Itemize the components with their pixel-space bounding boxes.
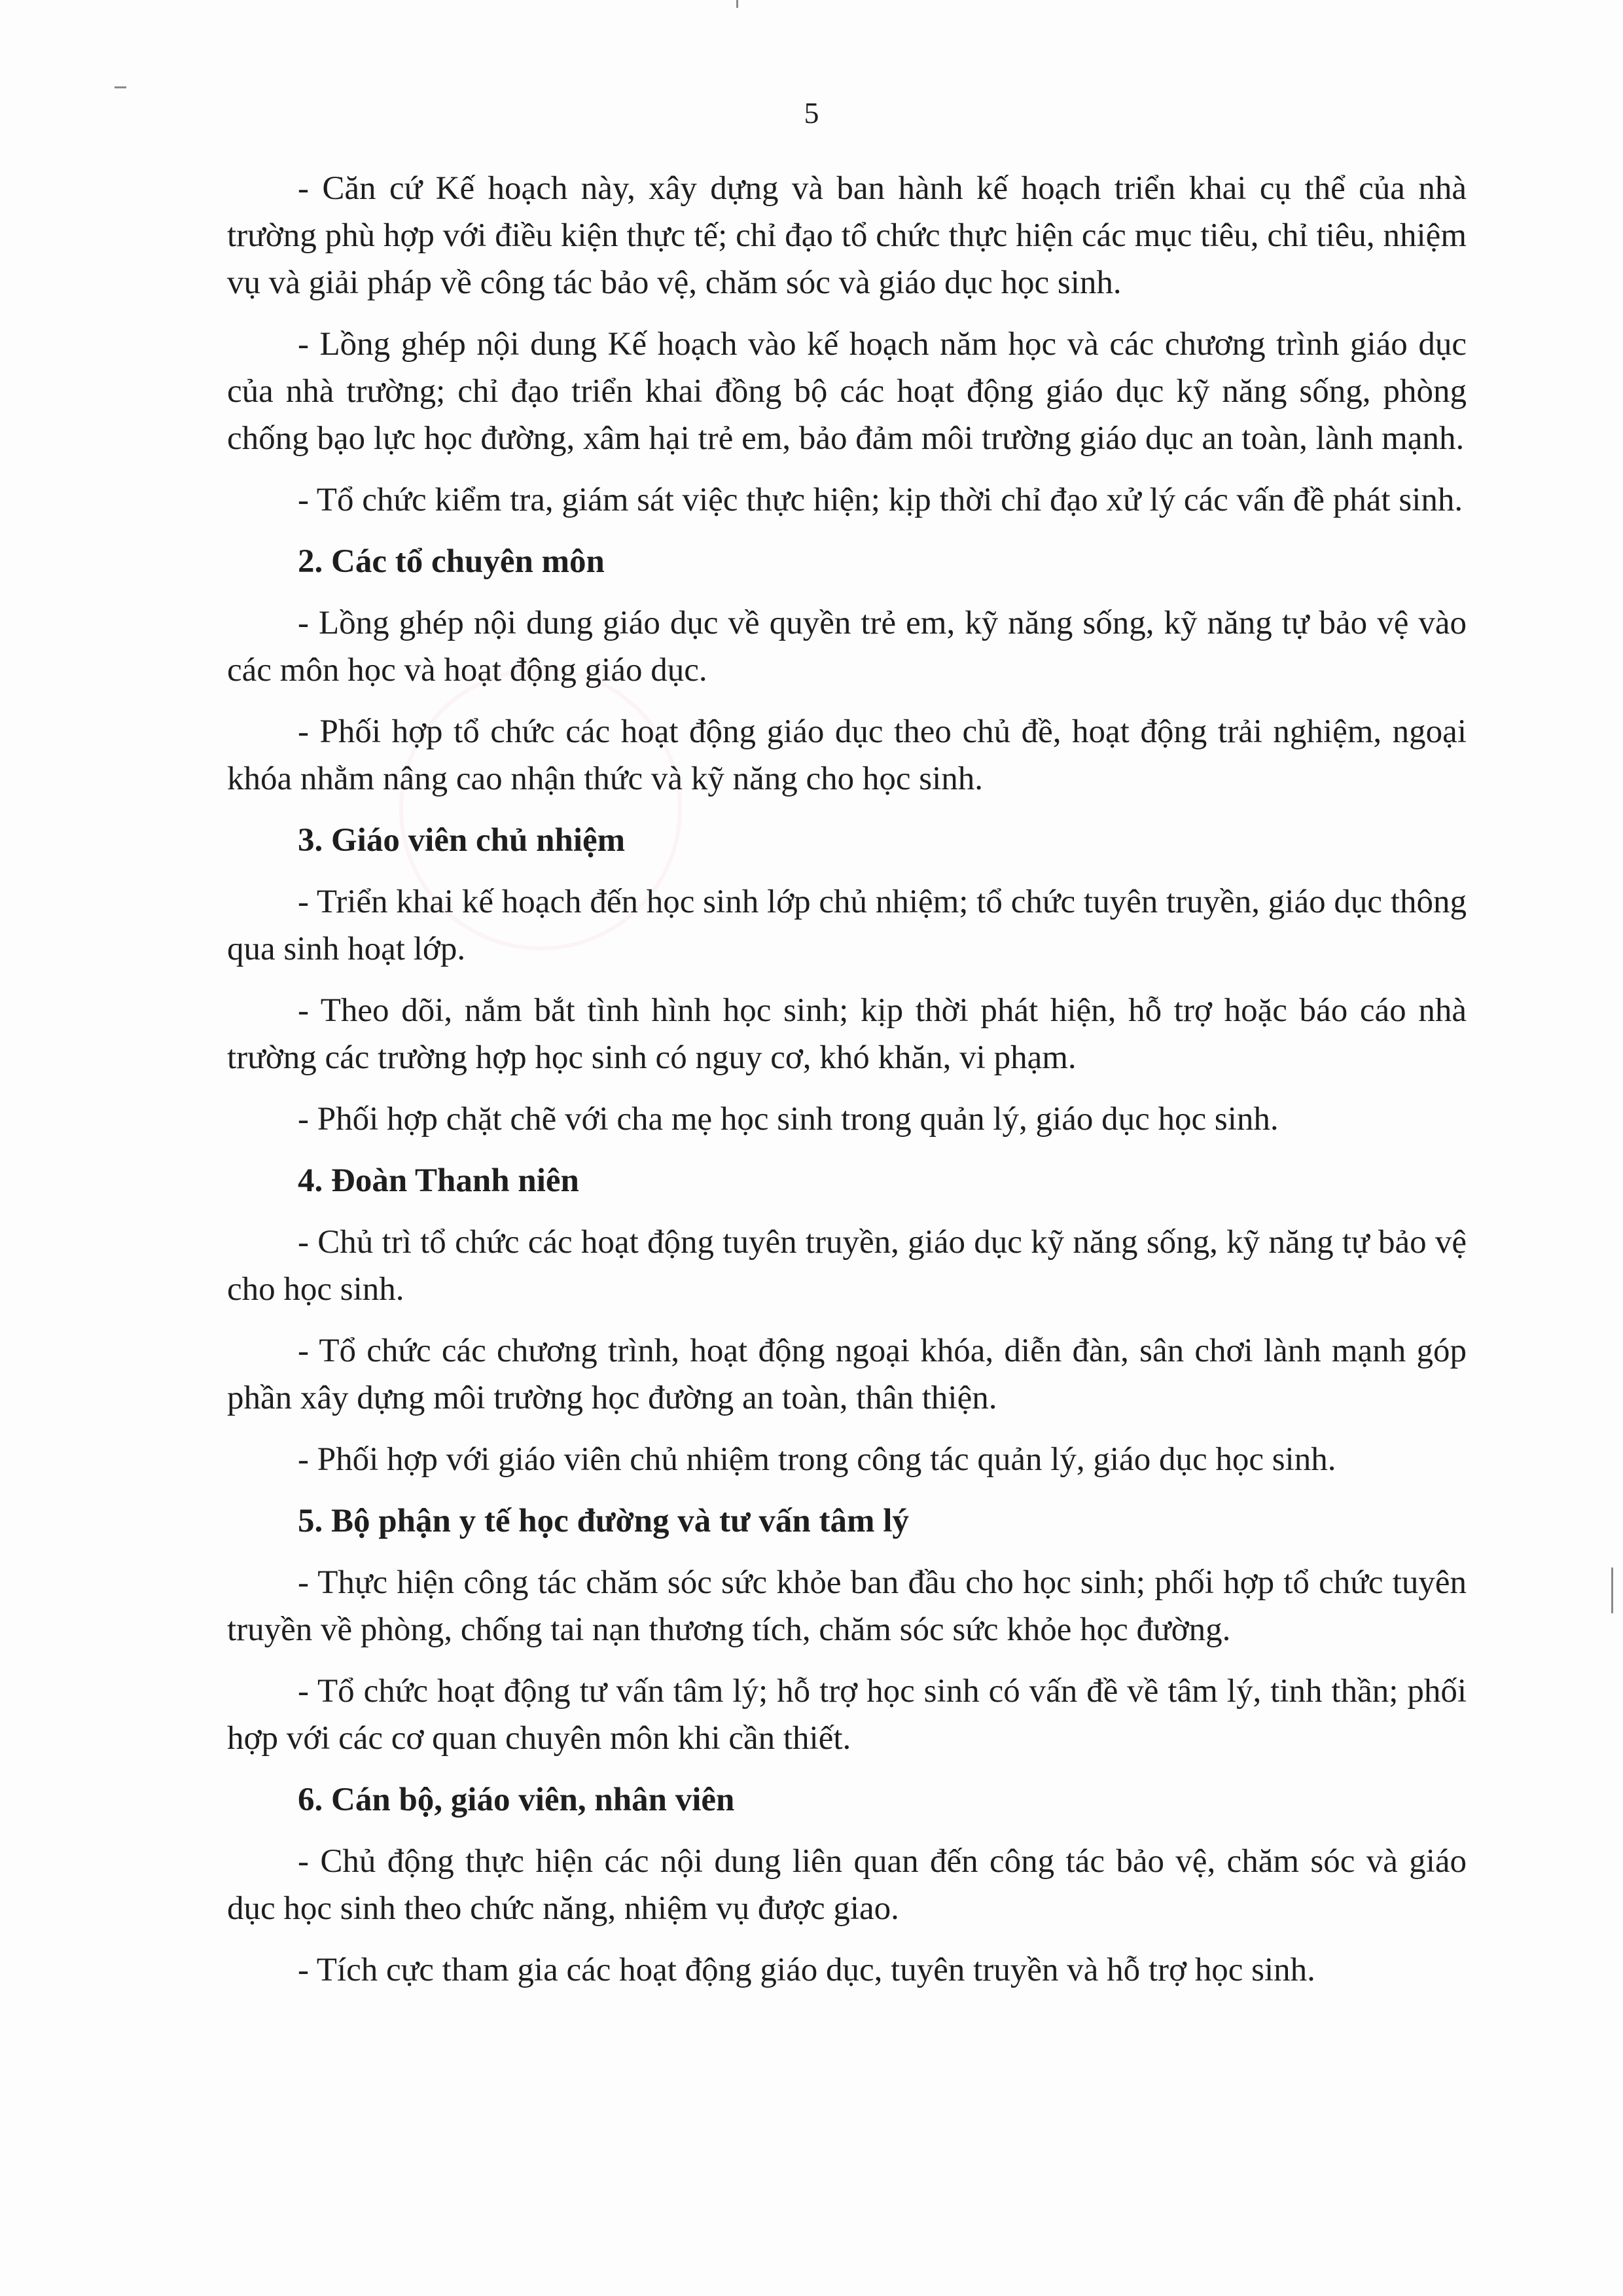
section-heading: 3. Giáo viên chủ nhiệm bbox=[298, 822, 626, 859]
section-heading: 2. Các tổ chuyên môn bbox=[298, 543, 605, 580]
body-paragraph: - Tổ chức hoạt động tư vấn tâm lý; hỗ trợ học sinh có vấn đề về tâm lý, tinh thần; phối hợp với các cơ quan chuyên môn khi cần thiết. bbox=[227, 1673, 1467, 1757]
body-paragraph: - Lồng ghép nội dung giáo dục về quyền trẻ em, kỹ năng sống, kỹ năng tự bảo vệ vào các môn học và hoạt động giáo dục. bbox=[227, 605, 1467, 689]
scan-mark-right-edge bbox=[1611, 1568, 1613, 1613]
body-paragraph: - Phối hợp tổ chức các hoạt động giáo dục theo chủ đề, hoạt động trải nghiệm, ngoại khóa nhằm nâng cao nhận thức và kỹ năng cho học sinh. bbox=[227, 713, 1467, 797]
section-heading: 6. Cán bộ, giáo viên, nhân viên bbox=[298, 1782, 735, 1818]
page-number: 5 bbox=[804, 96, 819, 130]
body-paragraph: - Chủ động thực hiện các nội dung liên quan đến công tác bảo vệ, chăm sóc và giáo dục học sinh theo chức năng, nhiệm vụ được giao. bbox=[227, 1843, 1467, 1927]
body-paragraph: - Phối hợp với giáo viên chủ nhiệm trong công tác quản lý, giáo dục học sinh. bbox=[298, 1441, 1336, 1478]
body-paragraph: - Triển khai kế hoạch đến học sinh lớp chủ nhiệm; tổ chức tuyên truyền, giáo dục thông qua sinh hoạt lớp. bbox=[227, 884, 1467, 967]
body-paragraph: - Theo dõi, nắm bắt tình hình học sinh; kịp thời phát hiện, hỗ trợ hoặc báo cáo nhà trường các trường hợp học sinh có nguy cơ, khó khăn, vi phạm. bbox=[227, 992, 1467, 1076]
scan-mark-top-center bbox=[736, 0, 738, 8]
document-body bbox=[227, 165, 1467, 2008]
body-paragraph: - Căn cứ Kế hoạch này, xây dựng và ban hành kế hoạch triển khai cụ thể của nhà trường phù hợp với điều kiện thực tế; chỉ đạo tổ chức thực hiện các mục tiêu, chỉ tiêu, nhiệm vụ và giải pháp về công tác bảo vệ, chăm sóc và giáo dục học sinh. bbox=[227, 170, 1467, 301]
body-paragraph: - Tổ chức các chương trình, hoạt động ngoại khóa, diễn đàn, sân chơi lành mạnh góp phần xây dựng môi trường học đường an toàn, thân thiện. bbox=[227, 1333, 1467, 1416]
scan-mark-top-left bbox=[115, 86, 126, 88]
body-paragraph: - Tích cực tham gia các hoạt động giáo dục, tuyên truyền và hỗ trợ học sinh. bbox=[298, 1952, 1315, 1988]
body-paragraph: - Thực hiện công tác chăm sóc sức khỏe ban đầu cho học sinh; phối hợp tổ chức tuyên truyền về phòng, chống tai nạn thương tích, chăm sóc sức khỏe học đường. bbox=[227, 1564, 1467, 1648]
body-paragraph: - Chủ trì tổ chức các hoạt động tuyên truyền, giáo dục kỹ năng sống, kỹ năng tự bảo vệ cho học sinh. bbox=[227, 1224, 1467, 1308]
body-paragraph: - Phối hợp chặt chẽ với cha mẹ học sinh trong quản lý, giáo dục học sinh. bbox=[298, 1101, 1279, 1138]
body-paragraph: - Tổ chức kiểm tra, giám sát việc thực hiện; kịp thời chỉ đạo xử lý các vấn đề phát sinh. bbox=[298, 482, 1463, 518]
section-heading: 4. Đoàn Thanh niên bbox=[298, 1162, 579, 1199]
section-heading: 5. Bộ phận y tế học đường và tư vấn tâm lý bbox=[298, 1503, 909, 1539]
body-paragraph: - Lồng ghép nội dung Kế hoạch vào kế hoạch năm học và các chương trình giáo dục của nhà trường; chỉ đạo triển khai đồng bộ các hoạt động giáo dục kỹ năng sống, phòng chống bạo lực học đường, xâm hại trẻ em, bảo đảm môi trường giáo dục an toàn, lành mạnh. bbox=[227, 326, 1467, 457]
